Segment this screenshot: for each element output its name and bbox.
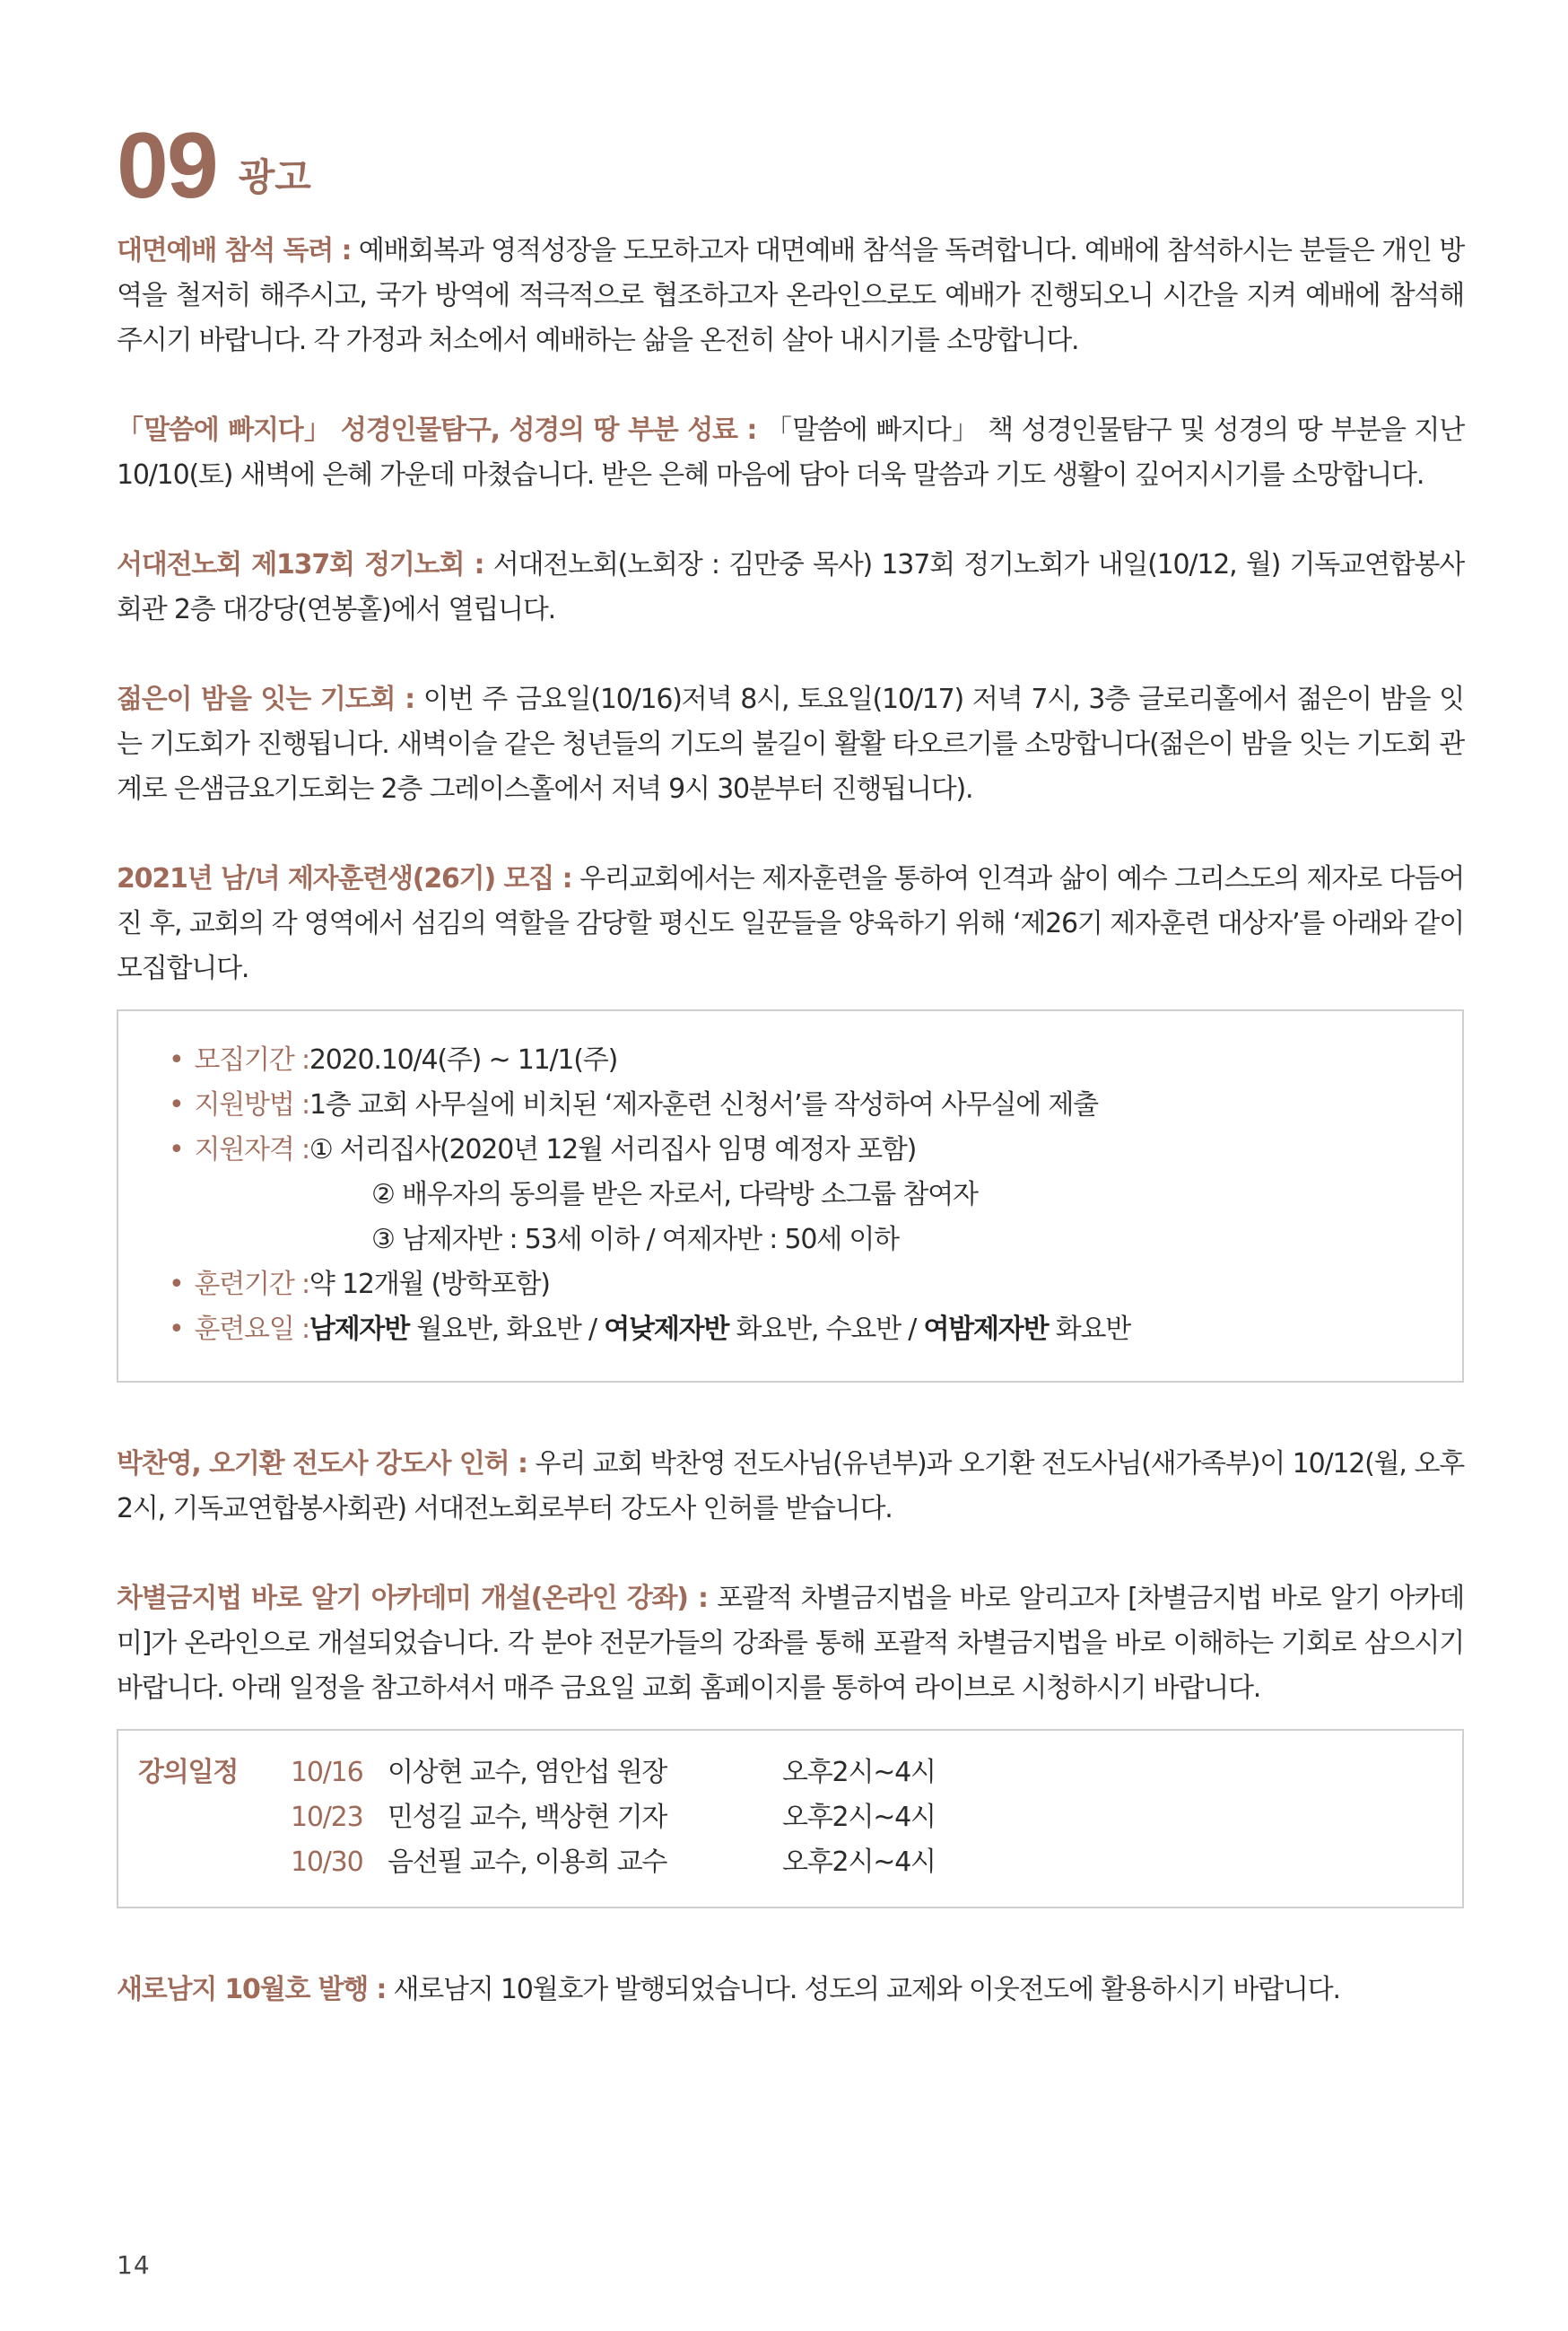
recruit-qualification-value: ① 서리집사(2020년 12월 서리집사 임명 예정자 포함) <box>309 1134 917 1166</box>
recruit-duration-label: 훈련기간 : <box>194 1269 309 1300</box>
announcement-heading: 서대전노회 제137회 정기노회 : <box>117 549 484 581</box>
women-day-class-days: 화요반, 수요반 / <box>728 1314 924 1345</box>
women-night-class-name: 여밤제자반 <box>923 1314 1049 1345</box>
announcement-text: 새로남지 10월호가 발행되었습니다. 성도의 교제와 이웃전도에 활용하시기 바랍니다. <box>386 1974 1340 2005</box>
recruit-duration-value: 약 12개월 (방학포함) <box>309 1269 550 1300</box>
bullet: • <box>169 1134 184 1166</box>
announcement-heading: 박찬영, 오기환 전도사 강도사 인허 : <box>117 1448 527 1480</box>
announcement-text: 서대전노회(노회장 : 김만중 목사) 137회 정기노회가 내일(10/12, 월) 기독교연합봉사회관 2층 대강당(연봉홀)에서 열립니다. <box>117 549 1464 625</box>
lecture-time: 오후2시~4시 <box>782 1802 936 1833</box>
lecture-schedule-box <box>117 1729 1464 1908</box>
recruit-method-value: 1층 교회 사무실에 비치된 ‘제자훈련 신청서’를 작성하여 사무실에 제출 <box>309 1089 1098 1121</box>
announcement-presbytery <box>117 543 1464 633</box>
lecture-speakers: 민성길 교수, 백상현 기자 <box>388 1802 667 1833</box>
page-number: 14 <box>117 2250 151 2280</box>
recruit-method-label: 지원방법 : <box>194 1089 309 1121</box>
lecture-label-spacer <box>138 1795 291 1840</box>
section-number: 09 <box>117 114 217 218</box>
recruit-qualification-value: ② 배우자의 동의를 받은 자로서, 다락방 소그룹 참여자 <box>371 1179 978 1210</box>
announcement-heading: 2021년 남/녀 제자훈련생(26기) 모집 : <box>117 863 572 895</box>
bullet: • <box>169 1089 184 1121</box>
recruit-method-row <box>169 1083 1462 1128</box>
announcement-bible-study <box>117 408 1464 498</box>
recruit-qualification-row <box>169 1128 1462 1173</box>
recruit-qualification-label: 지원자격 : <box>194 1134 309 1166</box>
lecture-schedule-label: 강의일정 <box>138 1757 239 1788</box>
section-header <box>117 112 1464 218</box>
recruit-period-value: 2020.10/4(주) ~ 11/1(주) <box>309 1044 618 1076</box>
women-night-class-days: 화요반 <box>1048 1314 1131 1345</box>
recruit-qualification-value: ③ 남제자반 : 53세 이하 / 여제자반 : 50세 이하 <box>371 1224 899 1255</box>
announcement-licensure <box>117 1442 1464 1532</box>
lecture-row <box>138 1840 1462 1885</box>
announcement-text: 우리교회에서는 제자훈련을 통하여 인격과 삶이 예수 그리스도의 제자로 다듬어진 후, 교회의 각 영역에서 섬김의 역할을 감당할 평신도 일꾼들을 양육하기 위해 ‘제26기 제자훈련 대상자’를 아래와 같이 모집합니다. <box>117 863 1465 984</box>
announcement-heading: 젊은이 밤을 잇는 기도회 : <box>117 684 414 715</box>
recruit-period-label: 모집기간 : <box>194 1044 309 1076</box>
lecture-speakers: 음선필 교수, 이용희 교수 <box>388 1846 667 1878</box>
announcement-page <box>117 112 1464 2057</box>
recruit-details-box <box>117 1009 1464 1383</box>
men-class-name: 남제자반 <box>309 1314 409 1345</box>
recruit-day-row <box>169 1307 1462 1352</box>
lecture-row <box>138 1750 1462 1795</box>
announcement-prayer-meeting <box>117 677 1464 812</box>
announcement-worship <box>117 229 1464 363</box>
announcement-text: 「말씀에 빠지다」 책 성경인물탐구 및 성경의 땅 부분을 지난 10/10(토) 새벽에 은혜 가운데 마쳤습니다. 받은 은혜 마음에 담아 더욱 말씀과 기도 생활이 깊어지시기를 소망합니다. <box>117 415 1464 491</box>
announcement-academy <box>117 1576 1464 1711</box>
women-day-class-name: 여낮제자반 <box>604 1314 729 1345</box>
announcement-heading: 「말씀에 빠지다」 성경인물탐구, 성경의 땅 부분 성료 : <box>117 415 757 446</box>
lecture-date: 10/23 <box>291 1802 363 1833</box>
men-class-days: 월요반, 화요반 / <box>409 1314 605 1345</box>
recruit-period-row <box>169 1038 1462 1083</box>
lecture-date: 10/30 <box>291 1846 363 1878</box>
lecture-label-spacer <box>138 1840 291 1885</box>
announcement-text: 우리 교회 박찬영 전도사님(유년부)과 오기환 전도사님(새가족부)이 10/12(월, 오후 2시, 기독교연합봉사회관) 서대전노회로부터 강도사 인허를 받습니다. <box>117 1448 1464 1524</box>
recruit-day-label: 훈련요일 : <box>194 1314 309 1345</box>
section-title: 광고 <box>238 155 311 199</box>
lecture-time: 오후2시~4시 <box>782 1846 936 1878</box>
announcement-text: 이번 주 금요일(10/16)저녁 8시, 토요일(10/17) 저녁 7시, 3층 글로리홀에서 젊은이 밤을 잇는 기도회가 진행됩니다. 새벽이슬 같은 청년들의 기도의 불길이 활활 타오르기를 소망합니다(젊은이 밤을 잇는 기도회 관계로 은샘금요기도회는 2층 그레이스홀에서 저녁 9시 30분부터 진행됩니다). <box>117 684 1464 805</box>
announcement-text: 예배회복과 영적성장을 도모하고자 대면예배 참석을 독려합니다. 예배에 참석하시는 분들은 개인 방역을 철저히 해주시고, 국가 방역에 적극적으로 협조하고자 온라인으로도 예배가 진행되오니 시간을 지켜 예배에 참석해 주시기 바랍니다. 각 가정과 처소에서 예배하는 삶을 온전히 살아 내시기를 소망합니다. <box>117 235 1464 356</box>
announcement-heading: 차별금지법 바로 알기 아카데미 개설(온라인 강좌) : <box>117 1583 708 1614</box>
announcement-text: 포괄적 차별금지법을 바로 알리고자 [차별금지법 바로 알기 아카데미]가 온라인으로 개설되었습니다. 각 분야 전문가들의 강좌를 통해 포괄적 차별금지법을 바로 이해하는 기회로 삼으시기 바랍니다. 아래 일정을 참고하셔서 매주 금요일 교회 홈페이지를 통하여 라이브로 시청하시기 바랍니다. <box>117 1583 1464 1704</box>
bullet: • <box>169 1314 184 1345</box>
announcement-magazine <box>117 1968 1464 2012</box>
lecture-time: 오후2시~4시 <box>782 1757 936 1788</box>
lecture-date: 10/16 <box>291 1757 363 1788</box>
lecture-row <box>138 1795 1462 1840</box>
announcement-discipleship <box>117 857 1464 991</box>
announcement-heading: 새로남지 10월호 발행 : <box>117 1974 387 2005</box>
lecture-speakers: 이상현 교수, 염안섭 원장 <box>388 1757 667 1788</box>
bullet: • <box>169 1044 184 1076</box>
recruit-duration-row <box>169 1262 1462 1307</box>
bullet: • <box>169 1269 184 1300</box>
announcement-heading: 대면예배 참석 독려 : <box>117 235 352 266</box>
